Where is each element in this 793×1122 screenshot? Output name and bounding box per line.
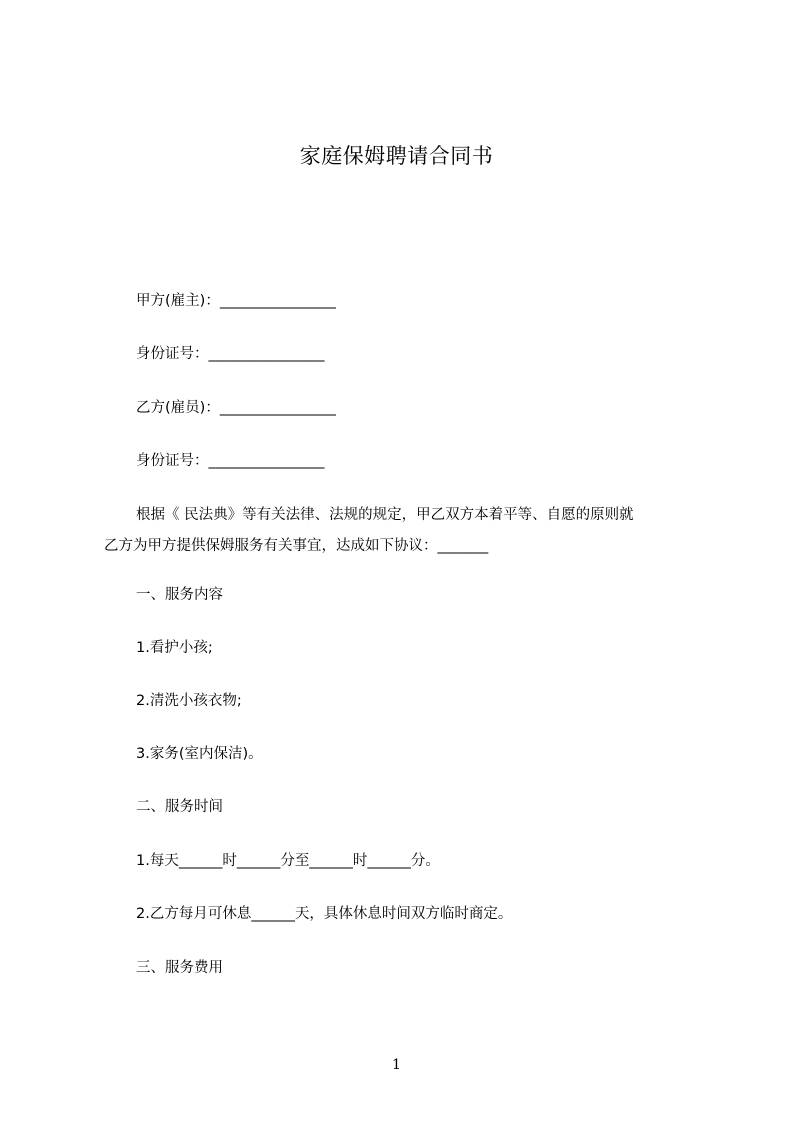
intro-line-1: 根据《 民法典》等有关法律、法规的规定，甲乙双方本着平等、自愿的原则就 xyxy=(136,507,634,523)
party-a-id-line: 身份证号：________________ xyxy=(136,346,325,362)
party-b-line: 乙方(雇员)：________________ xyxy=(136,400,336,416)
service-time-item: 2.乙方每月可休息______天，具体休息时间双方临时商定。 xyxy=(136,906,513,922)
service-content-item: 1.看护小孩; xyxy=(136,640,213,656)
service-content-item: 2.清洗小孩衣物; xyxy=(136,693,242,709)
intro-paragraph xyxy=(104,505,704,556)
page-number: 1 xyxy=(392,1057,401,1073)
party-a-line: 甲方(雇主)：________________ xyxy=(136,293,336,309)
section-heading-service-fee: 三、服务费用 xyxy=(136,960,223,976)
section-heading-service-content: 一、服务内容 xyxy=(136,587,223,603)
intro-line-2: 乙方为甲方提供保姆服务有关事宜，达成如下协议：_______ xyxy=(104,538,489,554)
document-title: 家庭保姆聘请合同书 xyxy=(299,144,494,168)
party-b-id-line: 身份证号：________________ xyxy=(136,453,325,469)
service-time-item: 1.每天______时______分至______时______分。 xyxy=(136,853,440,869)
service-content-item: 3.家务(室内保洁)。 xyxy=(136,746,263,762)
section-heading-service-time: 二、服务时间 xyxy=(136,799,223,815)
